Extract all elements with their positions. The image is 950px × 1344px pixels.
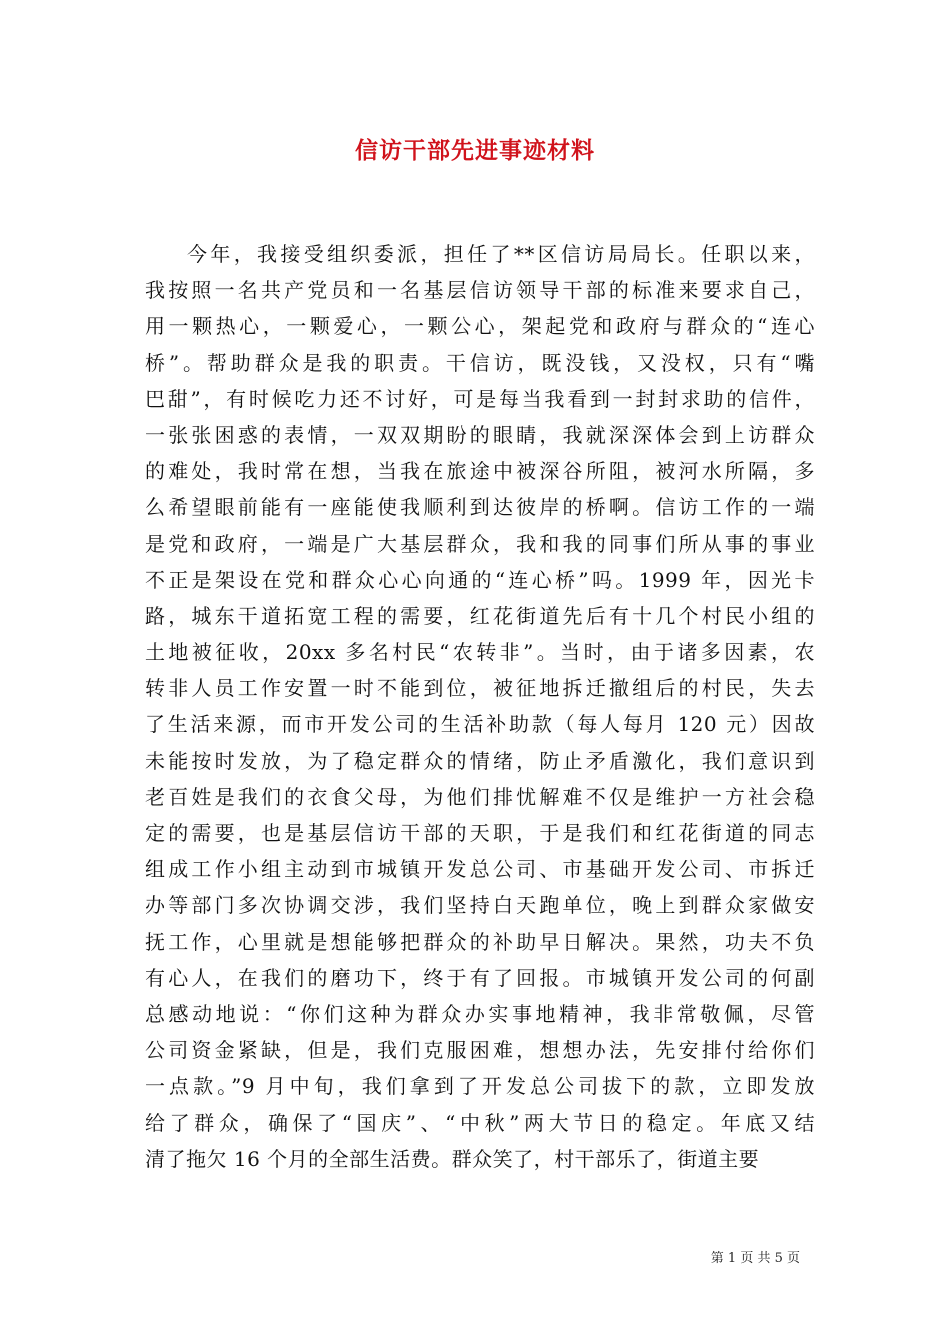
text-line: 巴甜”，有时候吃力还不讨好，可是每当我看到一封封求助的信件， <box>145 386 815 411</box>
text-line: 一张张困惑的表情，一双双期盼的眼睛，我就深深体会到上访群众 <box>145 422 815 447</box>
page-title: 信访干部先进事迹材料 <box>355 137 595 164</box>
text-line: 有心人，在我们的磨功下，终于有了回报。市城镇开发公司的何副 <box>145 965 815 990</box>
text-line: 的难处，我时常在想，当我在旅途中被深谷所阻，被河水所隔，多 <box>145 459 815 484</box>
text-line: 未能按时发放，为了稳定群众的情绪，防止矛盾激化，我们意识到 <box>145 748 815 773</box>
text-line: 土地被征收，20xx 多名村民“农转非”。当时，由于诸多因素，农 <box>145 640 815 665</box>
text-line: 给了群众，确保了“国庆”、“中秋”两大节日的稳定。年底又结 <box>145 1110 815 1135</box>
text-line: 桥”。帮助群众是我的职责。干信访，既没钱，又没权，只有“嘴 <box>145 350 815 375</box>
text-line: 一点款。”9 月中旬，我们拿到了开发总公司拔下的款，立即发放 <box>145 1074 815 1099</box>
text-line: 公司资金紧缺，但是，我们克服困难，想想办法，先安排付给你们 <box>145 1038 815 1063</box>
text-line: 是党和政府，一端是广大基层群众，我和我的同事们所从事的事业 <box>145 531 815 556</box>
text-line: 转非人员工作安置一时不能到位，被征地拆迁撤组后的村民，失去 <box>145 676 815 701</box>
body-paragraph <box>145 236 815 1177</box>
text-line: 么希望眼前能有一座能使我顺利到达彼岸的桥啊。信访工作的一端 <box>145 495 815 520</box>
text-line: 清了拖欠 16 个月的全部生活费。群众笑了，村干部乐了，街道主要 <box>145 1146 760 1171</box>
text-line: 不正是架设在党和群众心心向通的“连心桥”吗。1999 年，因光卡 <box>145 567 815 592</box>
text-line: 路，城东干道拓宽工程的需要，红花街道先后有十几个村民小组的 <box>145 603 815 628</box>
text-line: 了生活来源，而市开发公司的生活补助款（每人每月 120 元）因故 <box>145 712 815 737</box>
page-number: 第 1 页 共 5 页 <box>710 1251 800 1266</box>
text-line: 总感动地说：“你们这种为群众办实事地精神，我非常敬佩，尽管 <box>145 1001 815 1026</box>
text-line: 老百姓是我们的衣食父母，为他们排忧解难不仅是维护一方社会稳 <box>145 784 815 809</box>
text-line: 我按照一名共产党员和一名基层信访领导干部的标准来要求自己， <box>145 278 815 303</box>
text-line: 用一颗热心，一颗爱心，一颗公心，架起党和政府与群众的“连心 <box>145 314 815 339</box>
text-line: 办等部门多次协调交涉，我们坚持白天跑单位，晚上到群众家做安 <box>145 893 815 918</box>
text-line: 今年，我接受组织委派，担任了**区信访局局长。任职以来， <box>187 242 815 266</box>
text-line: 抚工作，心里就是想能够把群众的补助早日解决。果然，功夫不负 <box>145 929 815 954</box>
text-line: 定的需要，也是基层信访干部的天职，于是我们和红花街道的同志 <box>145 821 815 845</box>
text-line: 组成工作小组主动到市城镇开发总公司、市基础开发公司、市拆迁 <box>145 857 815 882</box>
